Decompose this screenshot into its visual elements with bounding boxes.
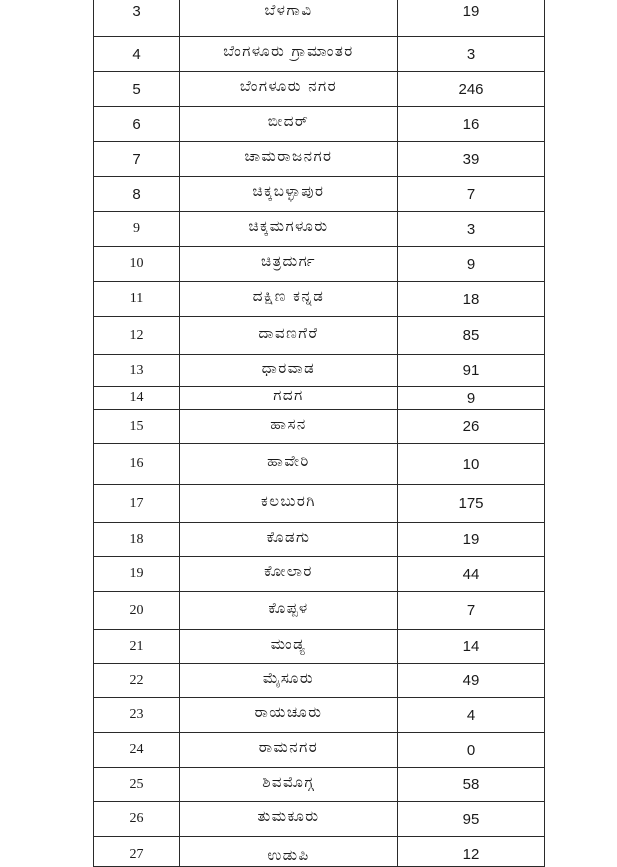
case-count-cell	[398, 212, 545, 247]
district-name-text: ಚಾಮರಾಜನಗರ	[244, 147, 333, 165]
case-count-text: 14	[462, 638, 480, 655]
district-name-cell	[180, 557, 398, 592]
case-count-cell	[398, 664, 545, 698]
table-row	[94, 317, 545, 355]
district-name-text: ಕೋಲಾರ	[264, 562, 313, 580]
case-count-text: 44	[462, 565, 480, 583]
table-row	[94, 444, 545, 485]
serial-number-cell	[94, 444, 180, 485]
case-count-text: 18	[462, 290, 480, 308]
district-name-text: ಬೆಂಗಳೂರು ಗ್ರಾಮಾಂತರ	[223, 42, 354, 60]
district-name-text: ದಕ್ಷಿಣ ಕನ್ನಡ	[252, 287, 325, 305]
serial-number-text: 7	[132, 150, 141, 168]
district-name-text: ಚಿಕ್ಕಮಗಳೂರು	[248, 217, 329, 235]
case-count-text: 19	[462, 531, 480, 548]
serial-number-text: 12	[129, 327, 144, 343]
serial-number-text: 23	[129, 707, 144, 722]
case-count-cell	[398, 355, 545, 387]
district-name-cell	[180, 72, 398, 107]
serial-number-cell	[94, 592, 180, 630]
case-count-text: 7	[466, 602, 476, 619]
case-count-cell	[398, 107, 545, 142]
table-row	[94, 72, 545, 107]
table-body	[94, 0, 545, 867]
serial-number-cell	[94, 247, 180, 282]
case-count-cell	[398, 485, 545, 523]
serial-number-cell	[94, 142, 180, 177]
case-count-text: 175	[458, 495, 484, 512]
case-count-text: 12	[462, 846, 480, 863]
district-name-text: ಹಾವೇರಿ	[267, 452, 310, 470]
serial-number-cell	[94, 0, 180, 37]
case-count-cell	[398, 557, 545, 592]
district-name-cell	[180, 212, 398, 247]
district-name-text: ಮಂಡ್ಯ	[270, 634, 307, 653]
serial-number-cell	[94, 107, 180, 142]
case-count-text: 19	[462, 3, 480, 20]
case-count-text: 85	[462, 327, 480, 344]
district-name-text: ಕಲಬುರಗಿ	[260, 491, 317, 510]
district-name-cell	[180, 317, 398, 355]
table-row	[94, 0, 545, 37]
serial-number-text: 4	[132, 45, 141, 63]
serial-number-text: 22	[129, 672, 144, 688]
serial-number-text: 27	[129, 846, 144, 862]
case-count-text: 39	[462, 150, 480, 168]
case-count-cell	[398, 142, 545, 177]
table-row	[94, 592, 545, 630]
serial-number-cell	[94, 733, 180, 768]
table-row	[94, 177, 545, 212]
district-name-text: ಬೆಳಗಾವಿ	[264, 0, 313, 19]
serial-number-text: 20	[129, 602, 144, 618]
district-name-text: ಗದಗ	[273, 386, 304, 404]
table-row	[94, 212, 545, 247]
table-row	[94, 557, 545, 592]
serial-number-cell	[94, 317, 180, 355]
serial-number-text: 25	[129, 776, 144, 792]
serial-number-cell	[94, 485, 180, 523]
case-count-text: 9	[466, 389, 476, 407]
case-count-cell	[398, 72, 545, 107]
district-name-text: ಹಾಸನ	[270, 414, 307, 433]
case-count-cell	[398, 177, 545, 212]
district-name-text: ಧಾರವಾಡ	[261, 358, 316, 377]
district-name-cell	[180, 282, 398, 317]
table-row	[94, 410, 545, 444]
serial-number-text: 14	[129, 390, 144, 405]
case-count-text: 4	[466, 706, 476, 724]
case-count-cell	[398, 733, 545, 768]
district-name-text: ರಾಮನಗರ	[258, 738, 319, 756]
district-cases-table	[93, 0, 545, 867]
case-count-cell	[398, 768, 545, 802]
case-count-text: 26	[462, 418, 480, 435]
district-name-cell	[180, 410, 398, 444]
case-count-cell	[398, 444, 545, 485]
serial-number-text: 13	[129, 362, 144, 378]
serial-number-text: 21	[129, 638, 144, 654]
case-count-cell	[398, 802, 545, 837]
case-count-text: 9	[466, 255, 476, 273]
case-count-cell	[398, 317, 545, 355]
serial-number-cell	[94, 355, 180, 387]
serial-number-text: 24	[129, 742, 144, 757]
district-name-cell	[180, 698, 398, 733]
district-name-text: ಉಡುಪಿ	[267, 845, 310, 864]
serial-number-cell	[94, 282, 180, 317]
serial-number-text: 17	[129, 495, 144, 511]
district-name-text: ಬೆಂಗಳೂರು ನಗರ	[239, 77, 338, 95]
district-name-cell	[180, 523, 398, 557]
district-name-cell	[180, 733, 398, 768]
district-name-text: ಕೊಪ್ಪಳ	[268, 598, 309, 617]
district-name-text: ಶಿವಮೊಗ್ಗ	[262, 772, 315, 791]
serial-number-text: 19	[129, 566, 144, 581]
table-row	[94, 523, 545, 557]
serial-number-text: 3	[132, 3, 141, 20]
case-count-cell	[398, 282, 545, 317]
table-row	[94, 107, 545, 142]
district-name-text: ಬೀದರ್	[267, 112, 310, 130]
table-row	[94, 282, 545, 317]
district-name-text: ರಾಯಚೂರು	[254, 703, 323, 721]
serial-number-cell	[94, 768, 180, 802]
district-name-cell	[180, 107, 398, 142]
district-name-cell	[180, 664, 398, 698]
table-row	[94, 802, 545, 837]
table-row	[94, 630, 545, 664]
serial-number-text: 18	[129, 531, 144, 547]
table-row	[94, 733, 545, 768]
case-count-cell	[398, 630, 545, 664]
serial-number-text: 26	[129, 811, 144, 826]
serial-number-text: 8	[132, 185, 141, 203]
serial-number-text: 11	[129, 291, 144, 306]
table-row	[94, 768, 545, 802]
serial-number-text: 6	[132, 115, 141, 133]
district-name-text: ತುಮಕೂರು	[257, 807, 320, 825]
case-count-text: 58	[462, 776, 480, 793]
district-name-cell	[180, 444, 398, 485]
case-count-cell	[398, 837, 545, 867]
case-count-text: 7	[466, 185, 476, 203]
serial-number-cell	[94, 410, 180, 444]
serial-number-text: 15	[129, 418, 144, 434]
district-name-cell	[180, 630, 398, 664]
district-name-text: ಚಿತ್ರದುರ್ಗ	[260, 252, 316, 270]
case-count-text: 10	[462, 455, 480, 473]
case-count-cell	[398, 410, 545, 444]
serial-number-cell	[94, 387, 180, 410]
table-row	[94, 355, 545, 387]
district-name-text: ದಾವಣಗೆರೆ	[258, 323, 319, 342]
district-name-cell	[180, 768, 398, 802]
serial-number-cell	[94, 212, 180, 247]
case-count-text: 246	[458, 80, 484, 98]
table-row	[94, 485, 545, 523]
table-row	[94, 387, 545, 410]
serial-number-text: 16	[129, 456, 144, 471]
case-count-text: 49	[462, 672, 480, 689]
serial-number-text: 10	[129, 256, 144, 271]
district-name-cell	[180, 485, 398, 523]
district-name-cell	[180, 592, 398, 630]
district-name-cell	[180, 802, 398, 837]
serial-number-cell	[94, 557, 180, 592]
district-name-cell	[180, 142, 398, 177]
case-count-cell	[398, 592, 545, 630]
district-name-cell	[180, 177, 398, 212]
case-count-cell	[398, 523, 545, 557]
case-count-text: 91	[462, 362, 480, 379]
serial-number-text: 9	[133, 221, 140, 236]
case-count-text: 16	[462, 115, 480, 133]
serial-number-cell	[94, 802, 180, 837]
district-name-text: ಕೊಡಗು	[266, 527, 311, 546]
serial-number-cell	[94, 837, 180, 867]
table-row	[94, 37, 545, 72]
serial-number-cell	[94, 72, 180, 107]
case-count-cell	[398, 0, 545, 37]
table-row	[94, 837, 545, 867]
serial-number-cell	[94, 177, 180, 212]
district-name-text: ಚಿಕ್ಕಬಳ್ಳಾಪುರ	[252, 182, 325, 200]
district-name-cell	[180, 37, 398, 72]
district-name-cell	[180, 387, 398, 410]
district-name-cell	[180, 837, 398, 867]
table-row	[94, 664, 545, 698]
table-row	[94, 142, 545, 177]
district-name-cell	[180, 355, 398, 387]
district-name-cell	[180, 0, 398, 37]
case-count-cell	[398, 37, 545, 72]
case-count-cell	[398, 387, 545, 410]
case-count-text: 3	[466, 220, 476, 238]
serial-number-text: 5	[132, 80, 141, 98]
serial-number-cell	[94, 37, 180, 72]
table-row	[94, 698, 545, 733]
case-count-cell	[398, 698, 545, 733]
serial-number-cell	[94, 630, 180, 664]
case-count-text: 3	[466, 45, 476, 63]
district-name-text: ಮೈಸೂರು	[262, 668, 315, 687]
serial-number-cell	[94, 664, 180, 698]
case-count-cell	[398, 247, 545, 282]
serial-number-cell	[94, 698, 180, 733]
case-count-text: 95	[462, 810, 480, 828]
case-count-text: 0	[466, 741, 476, 759]
district-name-cell	[180, 247, 398, 282]
serial-number-cell	[94, 523, 180, 557]
table-row	[94, 247, 545, 282]
